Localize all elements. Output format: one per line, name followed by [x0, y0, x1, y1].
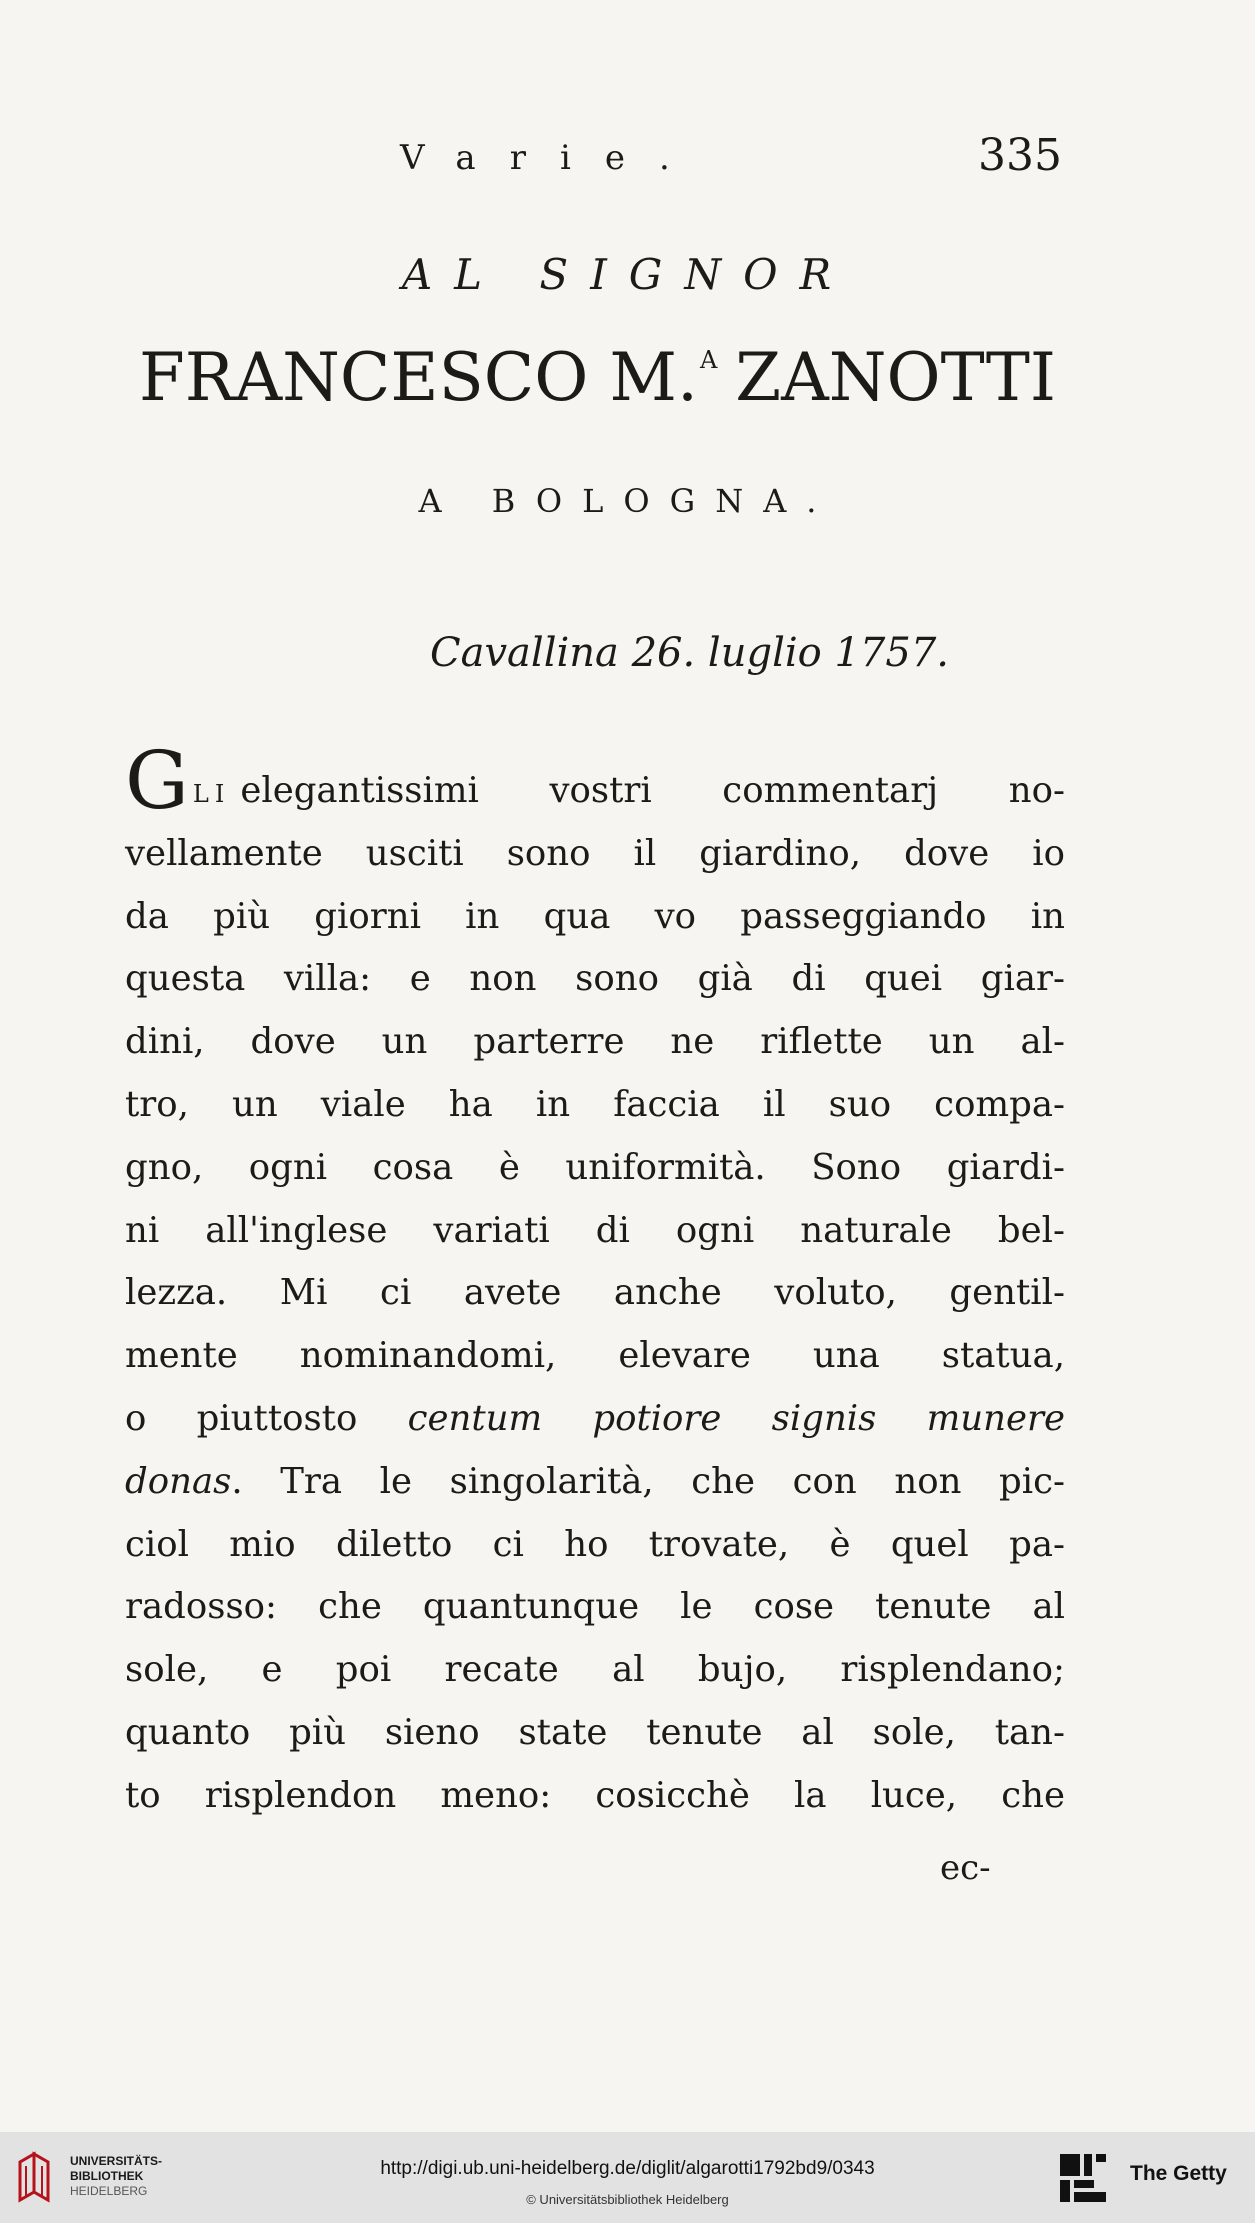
text-line: mente nominandomi, elevare una statua,	[125, 1335, 1065, 1377]
addressee-name-last: ZANOTTI	[735, 339, 1056, 416]
running-title: Varie.	[400, 138, 704, 178]
text-line: sole, e poi recate al bujo, risplendano;	[125, 1649, 1065, 1691]
permalink-url[interactable]: http://digi.ub.uni-heidelberg.de/diglit/algarotti1792bd9/0343	[380, 2158, 875, 2179]
dateline: Cavallina 26. luglio 1757.	[430, 630, 949, 676]
addressee-name-first: FRANCESCO M.	[139, 339, 698, 416]
library-name-line: HEIDELBERG	[70, 2184, 148, 2198]
addressee-line: AL SIGNOR	[401, 250, 854, 299]
page-number: 335	[978, 130, 1062, 181]
text-line: quanto più sieno state tenute al sole, tan-	[125, 1711, 1065, 1753]
text-line: tro, un viale ha in faccia il suo compa-	[125, 1083, 1065, 1125]
addressee-name	[125, 339, 1070, 416]
text-line: ni all'inglese variati di ogni naturale bel-	[125, 1209, 1065, 1251]
viewer-footer	[0, 2132, 1255, 2223]
text-line: lezza. Mi ci avete anche voluto, gentil-	[125, 1272, 1065, 1314]
library-name-line: BIBLIOTHEK	[70, 2169, 144, 2183]
text-line: to risplendon meno: cosicchè la luce, che	[125, 1774, 1065, 1816]
drop-cap: G	[125, 734, 189, 827]
text-line: vellamente usciti sono il giardino, dove io	[125, 832, 1065, 874]
text-line: radosso: che quantunque le cose tenute al	[125, 1586, 1065, 1628]
small-caps-opening: LI	[192, 780, 231, 808]
letter-body	[125, 734, 1065, 1828]
text-line	[125, 734, 1065, 827]
text-line: dini, dove un parterre ne riflette un al-	[125, 1021, 1065, 1063]
text-segment: o piuttosto	[125, 1397, 358, 1439]
catchword: ec-	[940, 1848, 991, 1888]
text-line-content: elegantissimi vostri commentarj no-	[240, 770, 1065, 811]
text-line	[125, 1451, 1065, 1514]
text-line: questa villa: e non sono già di quei giar-	[125, 958, 1065, 1000]
text-line	[125, 1388, 1065, 1451]
copyright-notice: © Universitätsbibliothek Heidelberg	[526, 2192, 729, 2207]
addressee-name-superscript: A	[699, 346, 718, 374]
library-name-line: UNIVERSITÄTS-	[70, 2154, 163, 2168]
running-head	[125, 130, 1070, 190]
partner-name: The Getty	[1130, 2162, 1227, 2185]
text-line: ciol mio diletto ci ho trovate, è quel pa-	[125, 1523, 1065, 1565]
text-segment: . Tra le singolarità, che con non pic-	[231, 1460, 1065, 1502]
text-line: gno, ogni cosa è uniformità. Sono giardi-	[125, 1146, 1065, 1188]
getty-logo-icon	[1058, 2152, 1108, 2204]
text-line: da più giorni in qua vo passeggiando in	[125, 895, 1065, 937]
italic-quotation: donas	[125, 1460, 232, 1502]
italic-quotation: centum potiore signis munere	[407, 1397, 1065, 1439]
city-line: A BOLOGNA.	[418, 482, 837, 520]
